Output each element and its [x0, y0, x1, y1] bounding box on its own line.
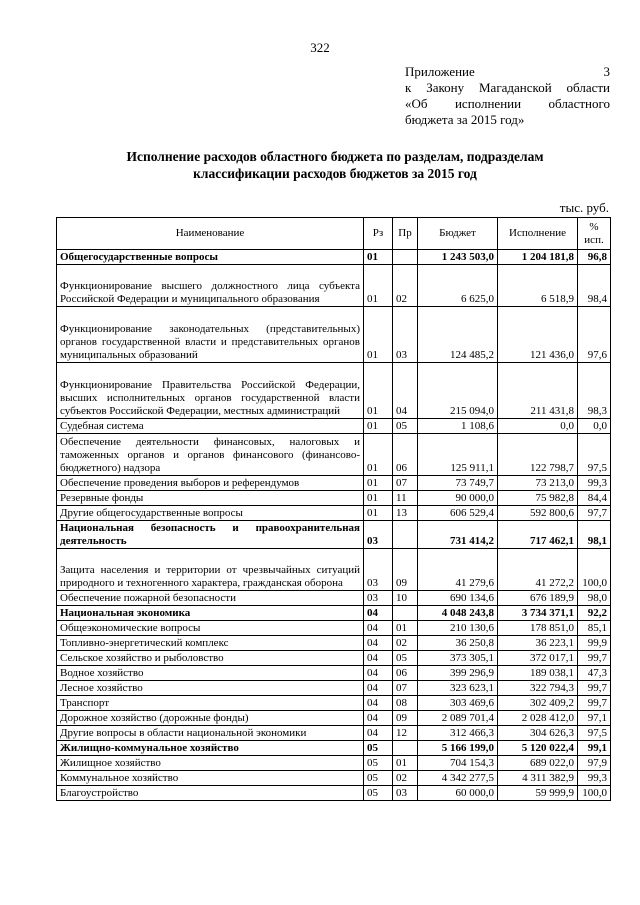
table-row [57, 666, 611, 681]
cell-name: Общеэкономические вопросы [57, 621, 364, 636]
cell-pr: 10 [393, 591, 418, 606]
cell-percent: 99,3 [578, 771, 611, 786]
cell-percent: 97,9 [578, 756, 611, 771]
page-number: 322 [310, 40, 330, 55]
table-row [57, 591, 611, 606]
header-name: Наименование [57, 218, 364, 250]
cell-rz: 05 [364, 756, 393, 771]
cell-pr: 01 [393, 621, 418, 636]
cell-pr [393, 741, 418, 756]
cell-budget: 4 048 243,8 [418, 606, 498, 621]
cell-percent: 98,1 [578, 521, 611, 549]
cell-name: Благоустройство [57, 786, 364, 801]
cell-name: Другие вопросы в области национальной экономики [57, 726, 364, 741]
cell-execution: 3 734 371,1 [498, 606, 578, 621]
cell-percent: 84,4 [578, 491, 611, 506]
cell-budget: 124 485,2 [418, 307, 498, 363]
table-row [57, 265, 611, 307]
cell-pr: 07 [393, 681, 418, 696]
cell-name: Сельское хозяйство и рыболовство [57, 651, 364, 666]
cell-name: Лесное хозяйство [57, 681, 364, 696]
cell-percent: 99,7 [578, 681, 611, 696]
table-row [57, 521, 611, 549]
cell-pr: 02 [393, 636, 418, 651]
cell-pr: 06 [393, 434, 418, 476]
cell-percent: 99,7 [578, 696, 611, 711]
cell-execution: 178 851,0 [498, 621, 578, 636]
table-row [57, 250, 611, 265]
cell-name: Жилищное хозяйство [57, 756, 364, 771]
table-row [57, 491, 611, 506]
cell-percent: 92,2 [578, 606, 611, 621]
cell-execution: 121 436,0 [498, 307, 578, 363]
cell-percent: 100,0 [578, 549, 611, 591]
appendix-note [405, 64, 610, 128]
cell-execution: 5 120 022,4 [498, 741, 578, 756]
cell-rz: 01 [364, 434, 393, 476]
title-line: Исполнение расходов областного бюджета по разделам, подразделам [126, 149, 544, 164]
table-row [57, 726, 611, 741]
table-row [57, 711, 611, 726]
cell-budget: 606 529,4 [418, 506, 498, 521]
cell-execution: 372 017,1 [498, 651, 578, 666]
header-percent [578, 218, 611, 250]
cell-budget: 90 000,0 [418, 491, 498, 506]
cell-rz: 01 [364, 491, 393, 506]
table-row [57, 419, 611, 434]
budget-table [56, 217, 611, 801]
table-row [57, 506, 611, 521]
cell-name: Национальная безопасность и правоохранительная деятельность [57, 521, 364, 549]
cell-execution: 717 462,1 [498, 521, 578, 549]
document-title [60, 148, 610, 182]
cell-name: Коммунальное хозяйство [57, 771, 364, 786]
cell-rz: 01 [364, 363, 393, 419]
cell-name: Резервные фонды [57, 491, 364, 506]
header-pr: Пр [393, 218, 418, 250]
cell-execution: 0,0 [498, 419, 578, 434]
cell-budget: 303 469,6 [418, 696, 498, 711]
cell-execution: 1 204 181,8 [498, 250, 578, 265]
cell-name: Обеспечение проведения выборов и референдумов [57, 476, 364, 491]
cell-rz: 04 [364, 711, 393, 726]
cell-pr: 09 [393, 549, 418, 591]
cell-name: Функционирование высшего должностного лица субъекта Российской Федерации и муниципального образования [57, 265, 364, 307]
cell-rz: 04 [364, 726, 393, 741]
cell-rz: 04 [364, 621, 393, 636]
cell-budget: 399 296,9 [418, 666, 498, 681]
cell-percent: 47,3 [578, 666, 611, 681]
cell-name: Защита населения и территории от чрезвычайных ситуаций природного и техногенного характера, гражданская оборона [57, 549, 364, 591]
cell-rz: 05 [364, 771, 393, 786]
cell-percent: 97,5 [578, 434, 611, 476]
table-row [57, 363, 611, 419]
cell-pr: 03 [393, 307, 418, 363]
table-row [57, 434, 611, 476]
cell-pr: 11 [393, 491, 418, 506]
table-row [57, 636, 611, 651]
cell-execution: 73 213,0 [498, 476, 578, 491]
cell-budget: 323 623,1 [418, 681, 498, 696]
appendix-line: бюджета за 2015 год» [405, 112, 525, 127]
cell-rz: 01 [364, 250, 393, 265]
table-row [57, 756, 611, 771]
cell-budget: 4 342 277,5 [418, 771, 498, 786]
cell-execution: 189 038,1 [498, 666, 578, 681]
cell-name: Водное хозяйство [57, 666, 364, 681]
cell-rz: 03 [364, 549, 393, 591]
cell-execution: 322 794,3 [498, 681, 578, 696]
cell-rz: 05 [364, 741, 393, 756]
table-row [57, 771, 611, 786]
appendix-line: к Закону Магаданской области [405, 80, 610, 95]
cell-budget: 210 130,6 [418, 621, 498, 636]
cell-pr: 05 [393, 651, 418, 666]
cell-percent: 97,7 [578, 506, 611, 521]
cell-execution: 75 982,8 [498, 491, 578, 506]
cell-budget: 1 108,6 [418, 419, 498, 434]
cell-pr: 04 [393, 363, 418, 419]
cell-budget: 6 625,0 [418, 265, 498, 307]
cell-pr: 02 [393, 771, 418, 786]
cell-budget: 5 166 199,0 [418, 741, 498, 756]
cell-pr: 12 [393, 726, 418, 741]
cell-pr: 02 [393, 265, 418, 307]
cell-execution: 122 798,7 [498, 434, 578, 476]
cell-name: Функционирование законодательных (представительных) органов государственной власти и представительных органов муниципальных образований [57, 307, 364, 363]
table-row [57, 621, 611, 636]
cell-pr: 07 [393, 476, 418, 491]
cell-budget: 215 094,0 [418, 363, 498, 419]
cell-rz: 03 [364, 521, 393, 549]
cell-rz: 04 [364, 696, 393, 711]
units-label: тыс. руб. [559, 200, 609, 215]
cell-percent: 97,1 [578, 711, 611, 726]
cell-pr: 01 [393, 756, 418, 771]
table-row [57, 307, 611, 363]
cell-execution: 211 431,8 [498, 363, 578, 419]
cell-rz: 04 [364, 651, 393, 666]
cell-execution: 6 518,9 [498, 265, 578, 307]
cell-budget: 690 134,6 [418, 591, 498, 606]
cell-name: Судебная система [57, 419, 364, 434]
cell-percent: 99,9 [578, 636, 611, 651]
cell-name: Дорожное хозяйство (дорожные фонды) [57, 711, 364, 726]
cell-name: Обеспечение деятельности финансовых, налоговых и таможенных органов и органов финансового (финансово-бюджетного) надзора [57, 434, 364, 476]
cell-percent: 98,4 [578, 265, 611, 307]
cell-budget: 41 279,6 [418, 549, 498, 591]
table-row [57, 476, 611, 491]
cell-name: Обеспечение пожарной безопасности [57, 591, 364, 606]
table-row [57, 606, 611, 621]
cell-rz: 04 [364, 681, 393, 696]
cell-rz: 01 [364, 506, 393, 521]
table-row [57, 681, 611, 696]
cell-percent: 85,1 [578, 621, 611, 636]
cell-rz: 04 [364, 666, 393, 681]
cell-name: Топливно-энергетический комплекс [57, 636, 364, 651]
cell-percent: 99,7 [578, 651, 611, 666]
cell-execution: 592 800,6 [498, 506, 578, 521]
cell-name: Национальная экономика [57, 606, 364, 621]
header-percent-sign: % [589, 220, 599, 233]
table-row [57, 741, 611, 756]
cell-rz: 01 [364, 419, 393, 434]
cell-execution: 676 189,9 [498, 591, 578, 606]
cell-rz: 01 [364, 307, 393, 363]
cell-name: Функционирование Правительства Российской Федерации, высших исполнительных органов государственной власти субъектов Российской Федерации, местных администраций [57, 363, 364, 419]
cell-percent: 98,0 [578, 591, 611, 606]
cell-budget: 731 414,2 [418, 521, 498, 549]
title-line: классификации расходов бюджетов за 2015 год [193, 166, 477, 181]
cell-name: Транспорт [57, 696, 364, 711]
cell-name: Общегосударственные вопросы [57, 250, 364, 265]
header-execution: Исполнение [498, 218, 578, 250]
cell-rz: 01 [364, 265, 393, 307]
cell-percent: 99,1 [578, 741, 611, 756]
cell-budget: 125 911,1 [418, 434, 498, 476]
cell-rz: 03 [364, 591, 393, 606]
cell-pr [393, 606, 418, 621]
cell-percent: 98,3 [578, 363, 611, 419]
cell-rz: 04 [364, 606, 393, 621]
cell-budget: 373 305,1 [418, 651, 498, 666]
cell-percent: 97,5 [578, 726, 611, 741]
cell-name: Жилищно-коммунальное хозяйство [57, 741, 364, 756]
cell-rz: 05 [364, 786, 393, 801]
appendix-line: Приложение 3 [405, 64, 610, 79]
header-rz: Рз [364, 218, 393, 250]
cell-rz: 04 [364, 636, 393, 651]
cell-name: Другие общегосударственные вопросы [57, 506, 364, 521]
cell-pr [393, 250, 418, 265]
cell-percent: 100,0 [578, 786, 611, 801]
table-row [57, 696, 611, 711]
cell-budget: 36 250,8 [418, 636, 498, 651]
cell-percent: 0,0 [578, 419, 611, 434]
table-body [57, 250, 611, 801]
cell-pr [393, 521, 418, 549]
table-row [57, 651, 611, 666]
cell-budget: 312 466,3 [418, 726, 498, 741]
cell-execution: 302 409,2 [498, 696, 578, 711]
cell-percent: 99,3 [578, 476, 611, 491]
appendix-line: «Об исполнении областного [405, 96, 610, 111]
cell-pr: 09 [393, 711, 418, 726]
cell-execution: 2 028 412,0 [498, 711, 578, 726]
cell-budget: 704 154,3 [418, 756, 498, 771]
cell-budget: 60 000,0 [418, 786, 498, 801]
cell-percent: 97,6 [578, 307, 611, 363]
cell-budget: 1 243 503,0 [418, 250, 498, 265]
header-percent-label: исп. [584, 233, 604, 246]
table-header-row [57, 218, 611, 250]
table-row [57, 549, 611, 591]
cell-execution: 59 999,9 [498, 786, 578, 801]
cell-execution: 304 626,3 [498, 726, 578, 741]
cell-execution: 41 272,2 [498, 549, 578, 591]
cell-execution: 36 223,1 [498, 636, 578, 651]
cell-pr: 03 [393, 786, 418, 801]
cell-execution: 689 022,0 [498, 756, 578, 771]
cell-budget: 73 749,7 [418, 476, 498, 491]
cell-pr: 08 [393, 696, 418, 711]
header-budget: Бюджет [418, 218, 498, 250]
cell-execution: 4 311 382,9 [498, 771, 578, 786]
cell-rz: 01 [364, 476, 393, 491]
cell-pr: 05 [393, 419, 418, 434]
cell-pr: 06 [393, 666, 418, 681]
cell-budget: 2 089 701,4 [418, 711, 498, 726]
cell-pr: 13 [393, 506, 418, 521]
table-row [57, 786, 611, 801]
cell-percent: 96,8 [578, 250, 611, 265]
